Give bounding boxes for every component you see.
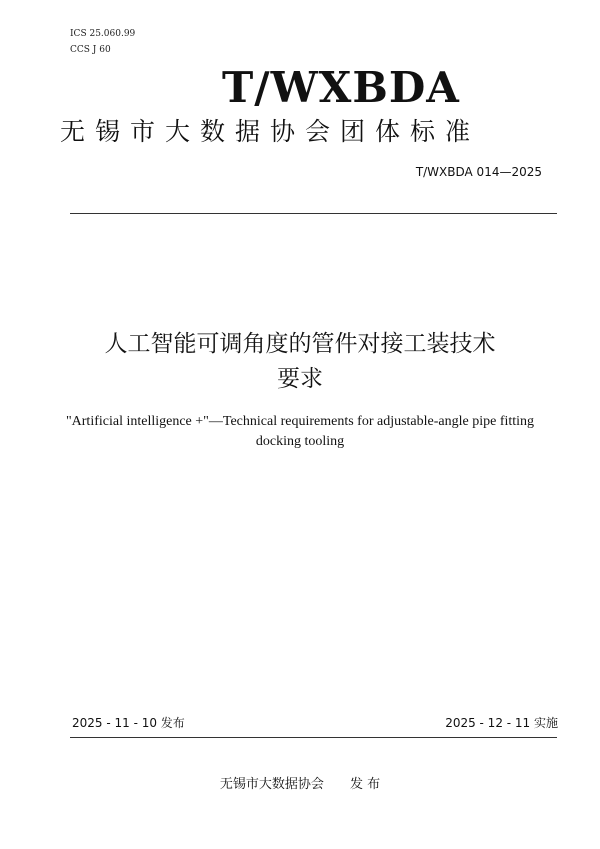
standard-type-title: 无锡市大数据协会团体标准 [60, 117, 481, 146]
ics-code: ICS 25.060.99 [70, 29, 136, 39]
publisher-line [0, 776, 600, 794]
standard-number: T/WXBDA 014—2025 [415, 165, 542, 179]
top-divider [70, 213, 557, 214]
chinese-title-line-2: 要求 [277, 366, 323, 392]
organization-code: T/WXBDA [222, 63, 460, 112]
ccs-code: CCS J 60 [70, 45, 111, 55]
publisher-action: 发 布 [349, 777, 381, 792]
chinese-title-line-1: 人工智能可调角度的管件对接工装技术 [104, 331, 496, 357]
english-title-line-2: docking tooling [255, 434, 345, 449]
english-title-line-1: "Artificial intelligence +"—Technical requirements for adjustable-angle pipe fitting [65, 414, 535, 429]
bottom-divider [70, 737, 557, 738]
publisher-name: 无锡市大数据协会 [219, 777, 324, 792]
issue-date: 2025 - 11 - 10 发布 [72, 716, 185, 730]
implementation-date: 2025 - 12 - 11 实施 [445, 716, 558, 730]
